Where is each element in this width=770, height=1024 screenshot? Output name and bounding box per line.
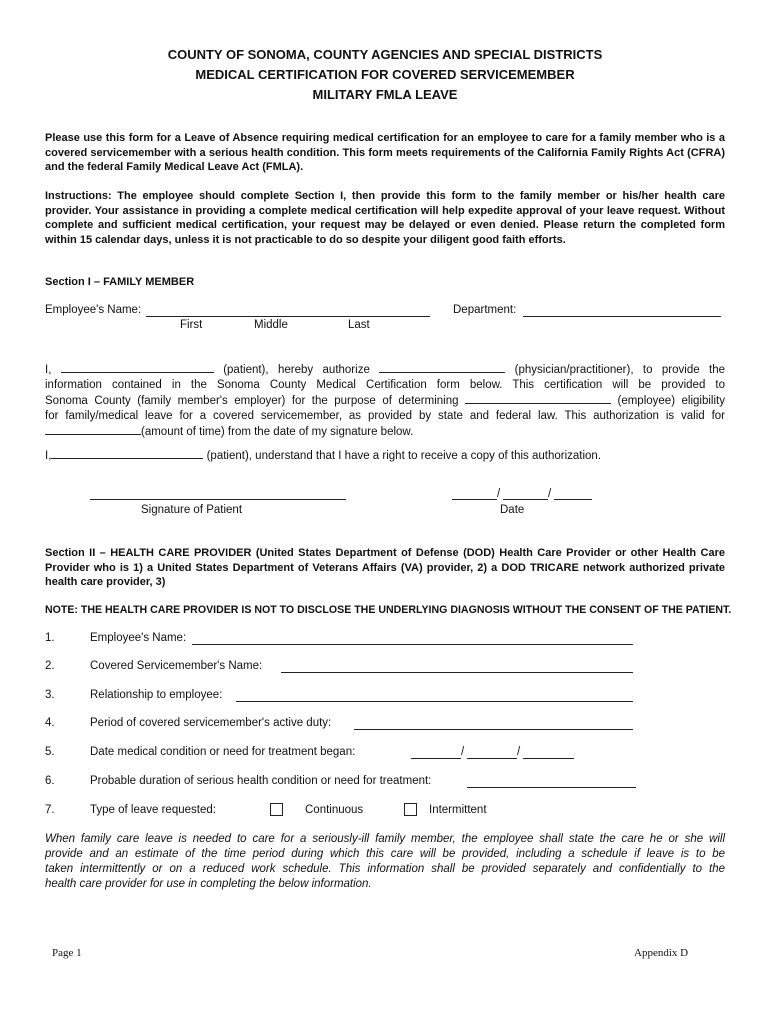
authorization-line-5 xyxy=(45,423,725,440)
intermittent-checkbox[interactable] xyxy=(404,803,417,816)
form-title-line1: COUNTY OF SONOMA, COUNTY AGENCIES AND SPECIAL DISTRICTS xyxy=(167,47,603,62)
auth-physician-text: (physician/practitioner), to provide the xyxy=(514,364,726,376)
patient-signature-field[interactable] xyxy=(90,499,346,500)
family-care-note-line-1: When family care leave is needed to care for a seriously-ill family member, the employee shall state the care he or she will xyxy=(45,833,725,845)
employee-eligibility-blank[interactable] xyxy=(465,392,611,404)
item-number-6: 6. xyxy=(45,775,55,787)
auth-eligibility-text: (employee) eligibility xyxy=(617,395,725,408)
item-number-1: 1. xyxy=(45,632,55,644)
form-title-line2: MEDICAL CERTIFICATION FOR COVERED SERVICEMEMBER xyxy=(195,67,575,82)
condition-date-month-field[interactable] xyxy=(411,758,461,759)
employee-name-field[interactable] xyxy=(146,316,430,317)
auth-time-text: (amount of time) from the date of my signature below. xyxy=(141,426,414,439)
condition-date-day-field[interactable] xyxy=(467,758,517,759)
auth-patient-text: (patient), hereby authorize xyxy=(223,364,370,376)
date-caption: Date xyxy=(500,504,525,516)
date-day-field[interactable] xyxy=(503,499,548,500)
item-label-probable-duration: Probable duration of serious health condition or need for treatment: xyxy=(90,775,432,787)
authorization-line-2: information contained in the Sonoma County Medical Certification form below. This certification will be provided to xyxy=(45,378,725,391)
amount-of-time-blank[interactable] xyxy=(45,423,141,435)
item-number-7: 7. xyxy=(45,804,55,816)
item-field-servicemember-name[interactable] xyxy=(281,672,633,673)
copy-right-line xyxy=(45,447,601,462)
middle-name-caption: Middle xyxy=(254,319,288,331)
family-care-note-line-4: health care provider for use in completing the below information. xyxy=(45,878,372,890)
date-slash-1: / xyxy=(497,488,501,500)
condition-date-slash-2: / xyxy=(517,746,521,758)
form-title-line3: MILITARY FMLA LEAVE xyxy=(312,87,458,102)
authorization-paragraph xyxy=(45,361,725,440)
first-name-caption: First xyxy=(180,319,203,331)
item-label-condition-began: Date medical condition or need for treatment began: xyxy=(90,746,356,758)
date-year-field[interactable] xyxy=(554,499,592,500)
authorization-line-1 xyxy=(45,361,725,378)
copy-patient-blank[interactable] xyxy=(51,447,203,459)
section1-heading: Section I – FAMILY MEMBER xyxy=(45,276,195,288)
department-label: Department: xyxy=(453,304,517,316)
patient-name-blank[interactable] xyxy=(61,361,214,373)
auth-i-text: I, xyxy=(45,364,52,376)
item-number-5: 5. xyxy=(45,746,55,758)
copy-i-text: I, xyxy=(45,450,52,462)
item-field-probable-duration[interactable] xyxy=(467,787,636,788)
authorization-line-4: for family/medical leave for a covered servicemember, as provided by state and federal law. This authorization is valid for xyxy=(45,409,725,422)
family-care-note-line-3: taken intermittently or on a reduced work schedule. This information shall be provided separately and confidentially to the xyxy=(45,863,725,875)
condition-date-slash-1: / xyxy=(461,746,465,758)
date-slash-2: / xyxy=(548,488,552,500)
family-care-note xyxy=(45,832,725,892)
authorization-line-3 xyxy=(45,392,725,409)
physician-name-blank[interactable] xyxy=(379,361,505,373)
continuous-label: Continuous xyxy=(305,804,364,816)
item-label-servicemember-name: Covered Servicemember's Name: xyxy=(90,660,263,672)
family-care-note-line-2: provide and an estimate of the time period during which this care will be provided, including a schedule if leave is to be xyxy=(45,848,725,860)
item-label-relationship: Relationship to employee: xyxy=(90,689,223,701)
item-label-leave-type: Type of leave requested: xyxy=(90,804,216,816)
continuous-checkbox[interactable] xyxy=(270,803,283,816)
item-label-employee-name: Employee's Name: xyxy=(90,632,187,644)
provider-note: NOTE: THE HEALTH CARE PROVIDER IS NOT TO DISCLOSE THE UNDERLYING DIAGNOSIS WITHOUT THE CONSENT OF THE PATIENT. xyxy=(45,604,732,616)
intro-paragraph: Please use this form for a Leave of Absence requiring medical certification for an employee to care for a family member who is a covered servicemember with a serious health condition. This form meets requirements of the California Family Rights Act (CFRA) and the federal Family Medical Leave Act (FMLA). xyxy=(45,132,725,174)
page-number: Page 1 xyxy=(52,947,82,959)
item-label-active-duty: Period of covered servicemember's active duty: xyxy=(90,717,332,729)
signature-caption: Signature of Patient xyxy=(141,504,243,516)
item-field-active-duty[interactable] xyxy=(354,729,633,730)
date-month-field[interactable] xyxy=(452,499,497,500)
item-field-employee-name[interactable] xyxy=(192,644,633,645)
item-number-4: 4. xyxy=(45,717,55,729)
item-number-2: 2. xyxy=(45,660,55,672)
intermittent-label: Intermittent xyxy=(429,804,487,816)
department-field[interactable] xyxy=(523,316,721,317)
item-number-3: 3. xyxy=(45,689,55,701)
appendix-label: Appendix D xyxy=(634,947,689,959)
condition-date-year-field[interactable] xyxy=(523,758,574,759)
copy-right-text: (patient), understand that I have a right to receive a copy of this authorization. xyxy=(206,450,602,462)
instructions-paragraph: Instructions: The employee should complete Section I, then provide this form to the family member or his/her health care provider. Your assistance in providing a complete medical certification will help expedite approval of your leave request. Without complete and sufficient medical certification, your request may be delayed or even denied. Please return the completed form within 15 calendar days, unless it is not practicable to do so despite your diligent good faith efforts. xyxy=(45,190,725,246)
section2-heading: Section II – HEALTH CARE PROVIDER (United States Department of Defense (DOD) Health Care Provider or other Health Care Provider who is 1) a United States Department of Veterans Affairs (VA) provider, 2) a DOD TRICARE network authorized private health care provider, 3) xyxy=(45,547,725,589)
item-field-relationship[interactable] xyxy=(236,701,633,702)
employee-name-label: Employee's Name: xyxy=(45,304,142,316)
last-name-caption: Last xyxy=(348,319,370,331)
auth-purpose-text: Sonoma County (family member's employer) for the purpose of determining xyxy=(45,395,459,408)
